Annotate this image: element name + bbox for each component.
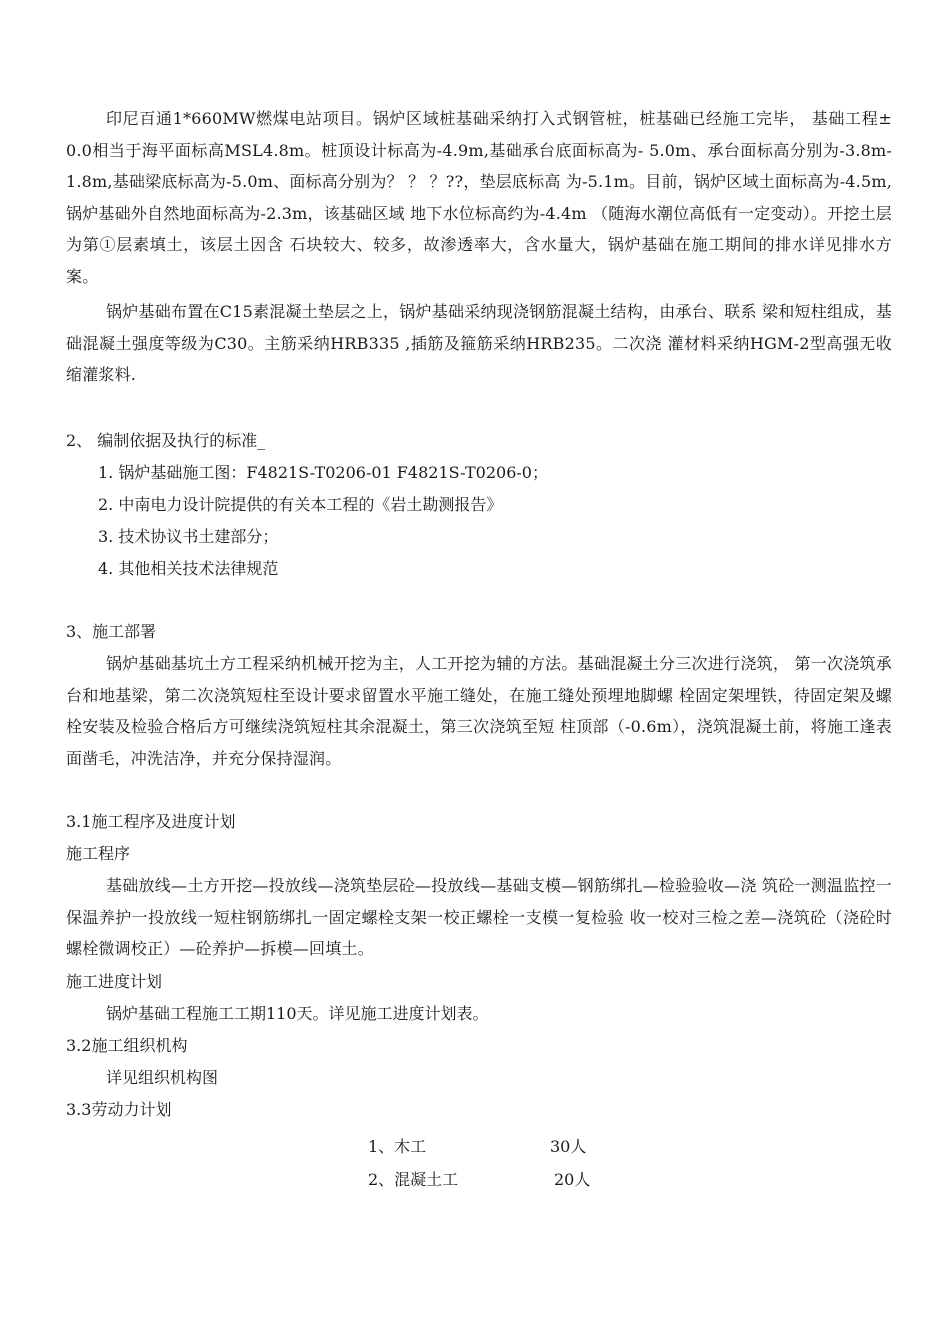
labor-trade: 1、木工 [368,1137,427,1156]
list-item: 3. 技术协议书土建部分； [98,527,279,546]
labor-row-carpenter [368,1131,586,1162]
labor-count: 20人 [554,1170,591,1189]
list-item: 1. 锅炉基础施工图：F4821S-T0206-01 F4821S-T0206-0； [98,463,548,482]
document-page [66,0,892,1344]
section-3-1-heading: 3.1施工程序及进度计划 [66,812,236,831]
labor-trade: 2、混凝土工 [368,1170,459,1189]
labor-count: 30人 [550,1137,587,1156]
construction-procedure-subheading: 施工程序 [66,844,131,863]
section-3-2-heading: 3.2施工组织机构 [66,1036,188,1055]
section-3-heading: 3、施工部署 [66,622,157,641]
organization-line: 详见组织机构图 [106,1068,219,1087]
labor-row-concrete [368,1164,590,1195]
section-3-paragraph: 锅炉基础基坑土方工程采纳机械开挖为主，人工开挖为辅的方法。基础混凝土分三次进行浇筑， 第一次浇筑承台和地基梁，第二次浇筑短柱至设计要求留置水平施工缝处，在施工缝处预埋地脚螺 栓固定架埋铁，待固定架及螺栓安装及检验合格后方可继续浇筑短柱其余混凝土，第三次浇筑至短 柱顶部（-0.6m），浇筑混凝土前，将施工逢表面凿毛，冲洗洁净，并充分保持湿润。 [66,654,892,768]
schedule-subheading: 施工进度计划 [66,972,163,991]
section-2-heading: 2、 编制依据及执行的标准_ [66,431,266,450]
list-item: 2. 中南电力设计院提供的有关本工程的《岩土勘测报告》 [98,495,503,514]
section-3-3-heading: 3.3劳动力计划 [66,1100,172,1119]
list-item: 4. 其他相关技术法律规范 [98,559,279,578]
construction-procedure-paragraph: 基础放线—土方开挖—投放线—浇筑垫层砼—投放线—基础支模—钢筋绑扎—检验验收—浇 筑砼一测温监控一保温养护一投放线一短柱钢筋绑扎一固定螺栓支架一校正螺栓一支模一复检验 收一校对三检之差—浇筑砼（浇砼时螺栓微调校正）—砼养护—拆模—回填土。 [66,876,892,958]
intro-paragraph-1: 印尼百通1*660MW燃煤电站项目。锅炉区域桩基础采纳打入式钢管桩，桩基础已经施工完毕， 基础工程± 0.0相当于海平面标高MSL4.8m。桩顶设计标高为-4.9m,基础承台底面标高为- 5.0m、承台面标高分别为-3.8m-1.8m,基础梁底标高为-5.0m、面标高分别为？ ？ ？??，垫层底标高 为-5.1m。目前，锅炉区域土面标高为-4.5m,锅炉基础外自然地面标高为-2.3m，该基础区域 地下水位标高约为-4.4m （随海水潮位高低有一定变动）。开挖土层为第①层素填土，该层土因含 石块较大、较多，故渗透率大，含水量大，锅炉基础在施工期间的排水详见排水方案。 [66,109,892,286]
schedule-paragraph: 锅炉基础工程施工工期110天。详见施工进度计划表。 [106,1004,489,1023]
intro-paragraph-2: 锅炉基础布置在C15素混凝土垫层之上，锅炉基础采纳现浇钢筋混凝土结构，由承台、联系 梁和短柱组成，基础混凝土强度等级为C30。主筋采纳HRB335 ,插筋及箍筋采纳HRB235。二次浇 灌材料采纳HGM-2型高强无收缩灌浆料. [66,302,892,384]
